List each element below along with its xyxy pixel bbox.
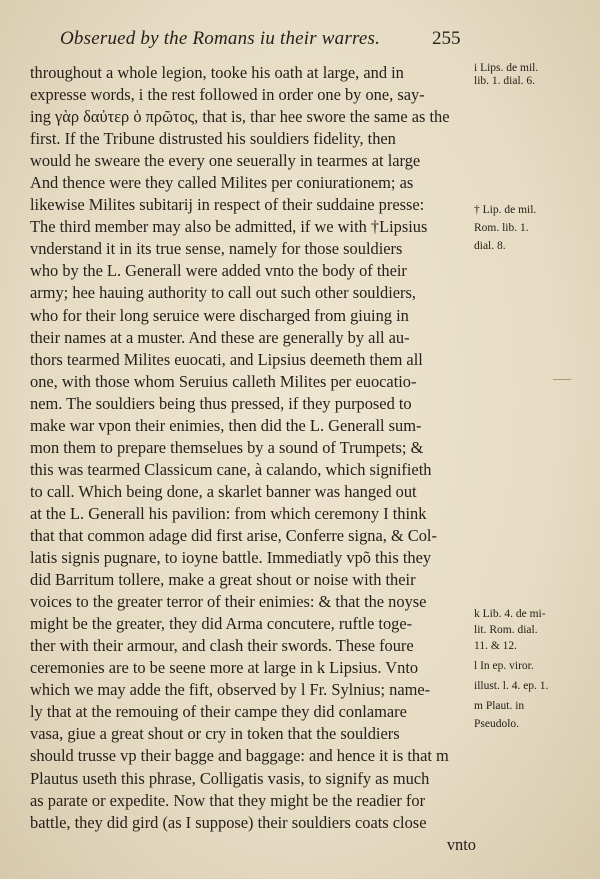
margin-note: i Lips. de mil. [474, 62, 539, 74]
text-line: army; hee hauing authority to call out such other souldiers, [30, 283, 416, 303]
text-line: throughout a whole legion, tooke his oath at large, and in [30, 63, 404, 82]
text-line: latis signis pugnare, to ioyne battle. Immediatly vpõ this they [30, 548, 432, 568]
margin-note: † Lip. de mil. [474, 204, 537, 216]
body-text [30, 62, 490, 856]
margin-note: dial. 8. [474, 240, 506, 252]
text-line: first. If the Tribune distrusted his souldiers fidelity, then [30, 129, 396, 149]
text-line: thors tearmed Milites euocati, and Lipsius deemeth them all [30, 349, 423, 369]
text-line: And thence were they called Milites per coniurationem; as [30, 173, 414, 193]
text-line: The third member may also be admitted, if we with †Lipsius [30, 217, 428, 237]
text-line: as parate or expedite. Now that they might be the readier for [30, 790, 426, 810]
text-line: vnderstand it in its true sense, namely for those souldiers [30, 239, 403, 259]
text-line: might be the greater, they did Arma concutere, ruftle toge- [30, 614, 413, 634]
text-line: ther with their armour, and clash their swords. These foure [30, 636, 414, 656]
margin-note: lib. 1. dial. 6. [474, 75, 536, 87]
margin-note: illust. l. 4. ep. 1. [474, 680, 549, 692]
margin-note: k Lib. 4. de mi- [474, 608, 546, 620]
text-line: that that common adage did first arise, Conferre signa, & Col- [30, 525, 437, 545]
text-line: nem. The souldiers being thus pressed, if they purposed to [30, 393, 412, 413]
text-line: mon them to prepare themselues by a sound of Trumpets; & [30, 437, 424, 457]
text-line: would he sweare the every one seuerally in tearmes at large [30, 151, 421, 171]
text-line: ceremonies are to be seene more at large in k Lipsius. Vnto [30, 658, 419, 678]
text-line: make war vpon their enimies, then did the L. Generall sum- [30, 415, 422, 435]
text-line: one, with those whom Seruius calleth Milites per euocatio- [30, 371, 417, 391]
running-head: Obserued by the Romans iu their warres. [60, 28, 381, 49]
margin-note: Pseudolo. [474, 718, 520, 730]
text-line: likewise Milites subitarij in respect of their suddaine presse: [30, 195, 425, 215]
text-line: vasa, giue a great shout or cry in token that the souldiers [30, 724, 400, 744]
text-line: ing γὰρ δαὐτερ ὁ πρῶτος, that is, thar hee swore the same as the [30, 107, 450, 127]
text-line: voices to the greater terror of their enimies: & that the noyse [30, 592, 427, 612]
text-line: expresse words, i the rest followed in order one by one, say- [30, 85, 425, 105]
text-line: their names at a muster. And these are generally by all au- [30, 327, 410, 347]
text-line: did Barritum tollere, make a great shout or noise with their [30, 570, 416, 590]
text-line: which we may adde the fift, observed by l Fr. Sylnius; name- [30, 680, 431, 700]
page-number: 255 [432, 28, 461, 49]
margin-rule-mark [553, 379, 571, 380]
text-line: battle, they did gird (as I suppose) their souldiers coats close [30, 812, 427, 832]
catchword: vnto [446, 834, 476, 854]
margin-note: Rom. lib. 1. [474, 222, 529, 234]
margin-note: lit. Rom. dial. [474, 624, 538, 636]
page-header [0, 28, 600, 58]
text-line: ly that at the remouing of their campe they did conlamare [30, 702, 407, 722]
text-line: who by the L. Generall were added vnto the body of their [30, 261, 407, 281]
text-line: this was tearmed Classicum cane, à calando, which signifieth [30, 459, 432, 479]
margin-note: 11. & 12. [474, 640, 518, 652]
margin-note: m Plaut. in [474, 700, 525, 712]
text-line: who for their long seruice were discharged from giuing in [30, 305, 409, 325]
text-line: should trusse vp their bagge and baggage: and hence it is that m [30, 746, 449, 766]
text-line: to call. Which being done, a skarlet banner was hanged out [30, 481, 417, 501]
text-line: Plautus useth this phrase, Colligatis vasis, to signify as much [30, 768, 430, 788]
text-line: at the L. Generall his pavilion: from which ceremony I think [30, 503, 427, 523]
margin-note: l In ep. viror. [474, 660, 534, 672]
